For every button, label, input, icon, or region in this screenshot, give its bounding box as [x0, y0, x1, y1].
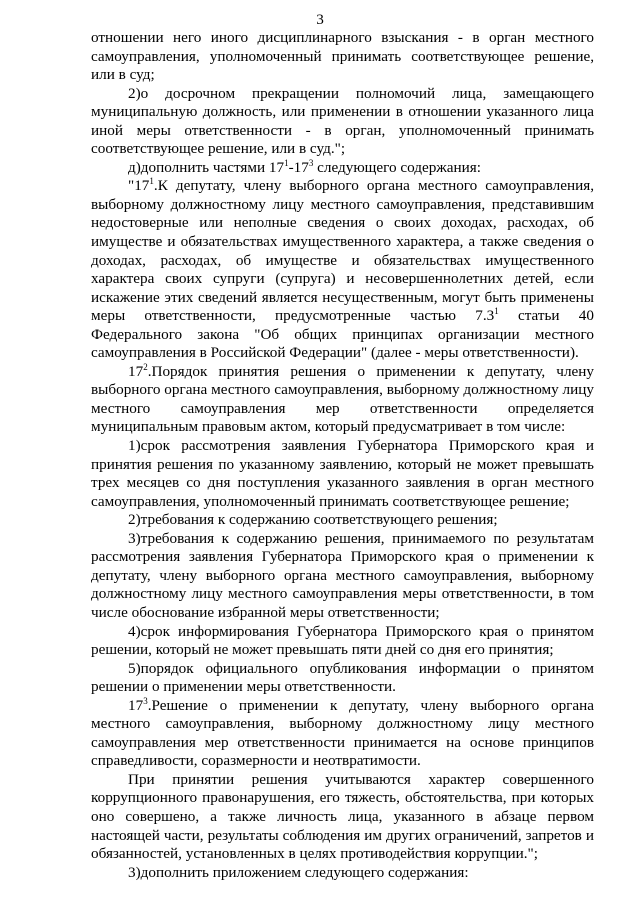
superscript-index: 1: [494, 306, 499, 317]
paragraph-subitem-1: 1)срок рассмотрения заявления Губернатора Приморского края и принятия решения по указанному заявлению, который не может превышать трех месяцев со дня поступления указанного заявления в орган местного самоуправления, уполномоченный принимать соответствующее решение;: [91, 437, 594, 510]
paragraph-part-17-3: $17^3.Решение$ о применении к депутату, члену выборного органа местного самоуправления, выборному должностному лицу местного самоуправления мер ответственности принимается на основе принципов справедливости, соразмерности и неотвратимости.: [91, 695, 594, 770]
page-number: 3: [316, 11, 324, 28]
paragraph-subitem-3: 3)требования к содержанию решения, принимаемого по результатам рассмотрения заявления Губернатора Приморского края о применении к депутату, члену выборного органа местного самоуправления, выборному должностному лицу местного самоуправления меры ответственности, в том числе обоснование избранной меры ответственности;: [91, 529, 594, 621]
paragraph-item-3: 3)дополнить приложением следующего содержания:: [128, 863, 469, 881]
superscript-index: 2: [143, 361, 148, 372]
superscript-index: 3: [308, 157, 314, 168]
paragraph-subitem-5: 5)порядок официального опубликования информации о принятом решении о применении меры ответственности.: [91, 659, 594, 696]
paragraph-part-17-1: "$17^1.К$ депутату, члену выборного органа местного самоуправления, выборному должностному лицу местного самоуправления, представившим недостоверные или неполные сведения о своих доходах, расходах, об имуществе и обязательствах имущественного характера, а также сведения о доходах, расходах, об имуществе и обязательствах имущественного характера своих супруги (супруга) и несовершеннолетних детей, если искажение этих сведений является несущественным, могут быть применены меры ответственности, предусмотренные частью $7.3^1$ статьи 40 Федерального закона "Об общих принципах организации местного самоуправления в Российской Федерации" (далее - меры ответственности).: [91, 176, 594, 362]
superscript-index: 1: [284, 157, 289, 168]
document-body: [91, 29, 594, 882]
paragraph-continuation: отношении него иного дисциплинарного взыскания - в орган местного самоуправления, уполномоченный принимать соответствующее решение, или в суд;: [91, 29, 594, 84]
paragraph-part-17-2: $17^2.Порядок$ принятия решения о применении к депутату, члену выборного органа местного самоуправления, выборному должностному лицу местного самоуправления мер ответственности определяется муниципальным правовым актом, который предусматривает в том числе:: [91, 361, 594, 436]
superscript-index: 1: [149, 176, 154, 187]
superscript-index: 3: [143, 695, 148, 706]
paragraph-decision-factors: При принятии решения учитываются характер совершенного коррупционного правонарушения, его тяжесть, обстоятельства, при которых оно совершено, а также личность лица, указанного в абзаце первом настоящей части, результаты соблюдения им других ограничений, запретов и обязанностей, установленных в целях противодействия коррупции.";: [91, 770, 594, 863]
paragraph-amendment-d: д)дополнить частями $17^1-17^3$ следующего содержания:: [128, 157, 481, 176]
paragraph-subitem-4: 4)срок информирования Губернатора Приморского края о принятом решении, который не может превышать пяти дней со дня его принятия;: [91, 622, 594, 659]
paragraph-subitem-2: 2)требования к содержанию соответствующего решения;: [128, 511, 498, 529]
paragraph-item-2: 2)о досрочном прекращении полномочий лица, замещающего муниципальную должность, или применении в отношении указанного лица иной меры ответственности - в орган, уполномоченный принимать соответствующее решение, или в суд.";: [91, 84, 594, 158]
